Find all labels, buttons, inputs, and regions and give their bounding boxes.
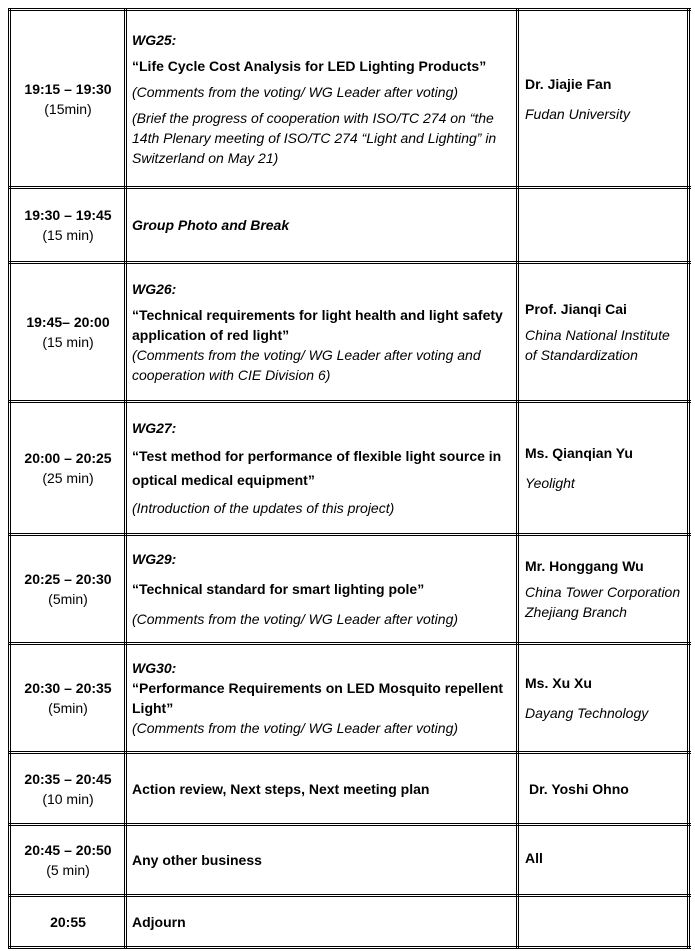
- agenda-row-other-business: [8, 826, 691, 894]
- speaker-cell: [519, 754, 687, 823]
- agenda-row-wg30: [8, 645, 691, 751]
- time-range: 19:45– 20:00: [26, 314, 110, 330]
- agenda-row-adjourn: [8, 897, 691, 946]
- speaker-name: Prof. Jianqi Cai: [525, 301, 627, 317]
- duration: (15 min): [42, 334, 94, 350]
- topic-title: “Test method for performance of flexible light source in optical medical equipment”: [132, 448, 502, 488]
- time-cell: [11, 897, 125, 946]
- topic-cell: [128, 897, 516, 946]
- topic-cell: [128, 403, 516, 533]
- speaker-cell: [519, 264, 687, 400]
- speaker-name: Ms. Qianqian Yu: [525, 445, 633, 461]
- topic-note: (Introduction of the updates of this project): [132, 500, 395, 516]
- time-range: 20:45 – 20:50: [24, 842, 112, 858]
- time-range: 20:55: [50, 913, 86, 930]
- topic-title: “Life Cycle Cost Analysis for LED Lighting Products”: [132, 57, 487, 74]
- topic-cell: [128, 754, 516, 823]
- time-range: 20:35 – 20:45: [24, 770, 112, 787]
- duration: (25 min): [42, 470, 94, 486]
- speaker-name: Ms. Xu Xu: [525, 675, 592, 691]
- topic-cell: [128, 264, 516, 400]
- speaker-name: All: [525, 850, 543, 866]
- speaker-cell: [519, 403, 687, 533]
- time-cell: [11, 754, 125, 823]
- time-cell: [11, 645, 125, 751]
- speaker-organization: China Tower Corporation Zhejiang Branch: [525, 584, 681, 620]
- speaker-organization: Fudan University: [525, 105, 631, 122]
- speaker-organization: China National Institute of Standardization: [525, 327, 670, 363]
- duration: (5 min): [46, 862, 90, 878]
- duration: (5min): [48, 591, 88, 607]
- speaker-cell: [519, 11, 687, 186]
- topic-cell: [128, 536, 516, 642]
- topic-cell: [128, 645, 516, 751]
- agenda-row-wg29: [8, 536, 691, 642]
- agenda-row-action-review: [8, 754, 691, 823]
- time-range: 20:25 – 20:30: [24, 571, 112, 587]
- agenda-row-wg25: [8, 11, 691, 186]
- time-range: 19:30 – 19:45: [24, 207, 112, 223]
- topic-cell: [128, 11, 516, 186]
- working-group-label: WG29:: [132, 551, 177, 567]
- topic-title: “Technical requirements for light health and light safety application of red light”: [132, 307, 503, 343]
- working-group-label: WG30:: [132, 660, 177, 676]
- time-cell: [11, 536, 125, 642]
- time-cell: [11, 826, 125, 894]
- time-range: 19:15 – 19:30: [24, 80, 112, 97]
- speaker-cell: [519, 536, 687, 642]
- topic-cell: [128, 826, 516, 894]
- working-group-label: WG25:: [132, 31, 177, 48]
- topic-title: “Technical standard for smart lighting pole”: [132, 581, 425, 597]
- time-cell: [11, 189, 125, 261]
- topic-note: (Comments from the voting/ WG Leader after voting): [132, 611, 459, 627]
- speaker-organization: Dayang Technology: [525, 705, 649, 721]
- topic-title: Action review, Next steps, Next meeting plan: [132, 780, 430, 797]
- time-cell: [11, 403, 125, 533]
- time-cell: [11, 11, 125, 186]
- speaker-organization: Yeolight: [525, 475, 575, 491]
- topic-note: (Comments from the voting/ WG Leader after voting): [132, 83, 459, 100]
- speaker-name: Dr. Jiajie Fan: [525, 75, 612, 92]
- topic-title: Adjourn: [132, 913, 186, 930]
- agenda-table: [8, 8, 691, 949]
- speaker-cell: [519, 826, 687, 894]
- topic-title: “Performance Requirements on LED Mosquito repellent Light”: [132, 680, 504, 716]
- speaker-name: Dr. Yoshi Ohno: [529, 780, 629, 797]
- agenda-row-wg27: [8, 403, 691, 533]
- working-group-label: WG26:: [132, 281, 177, 297]
- topic-note: (Comments from the voting/ WG Leader after voting and cooperation with CIE Division 6): [132, 347, 481, 383]
- topic-note: (Comments from the voting/ WG Leader after voting): [132, 720, 459, 736]
- duration: (5min): [48, 700, 88, 716]
- speaker-name: Mr. Honggang Wu: [525, 558, 644, 574]
- time-cell: [11, 264, 125, 400]
- agenda-row-break: [8, 189, 691, 261]
- duration: (15min): [44, 100, 92, 117]
- topic-title: Any other business: [132, 852, 262, 868]
- time-range: 20:00 – 20:25: [24, 450, 112, 466]
- agenda-row-wg26: [8, 264, 691, 400]
- duration: (10 min): [42, 790, 94, 807]
- topic-cell: [128, 189, 516, 261]
- speaker-cell: [519, 645, 687, 751]
- topic-note-secondary: (Brief the progress of cooperation with ISO/TC 274 on “the 14th Plenary meeting of ISO/TC 274 “Light and Lighting” in Switzerland on May 21): [132, 109, 497, 166]
- working-group-label: WG27:: [132, 420, 177, 436]
- topic-title: Group Photo and Break: [132, 217, 290, 233]
- duration: (15 min): [42, 227, 94, 243]
- time-range: 20:30 – 20:35: [24, 680, 112, 696]
